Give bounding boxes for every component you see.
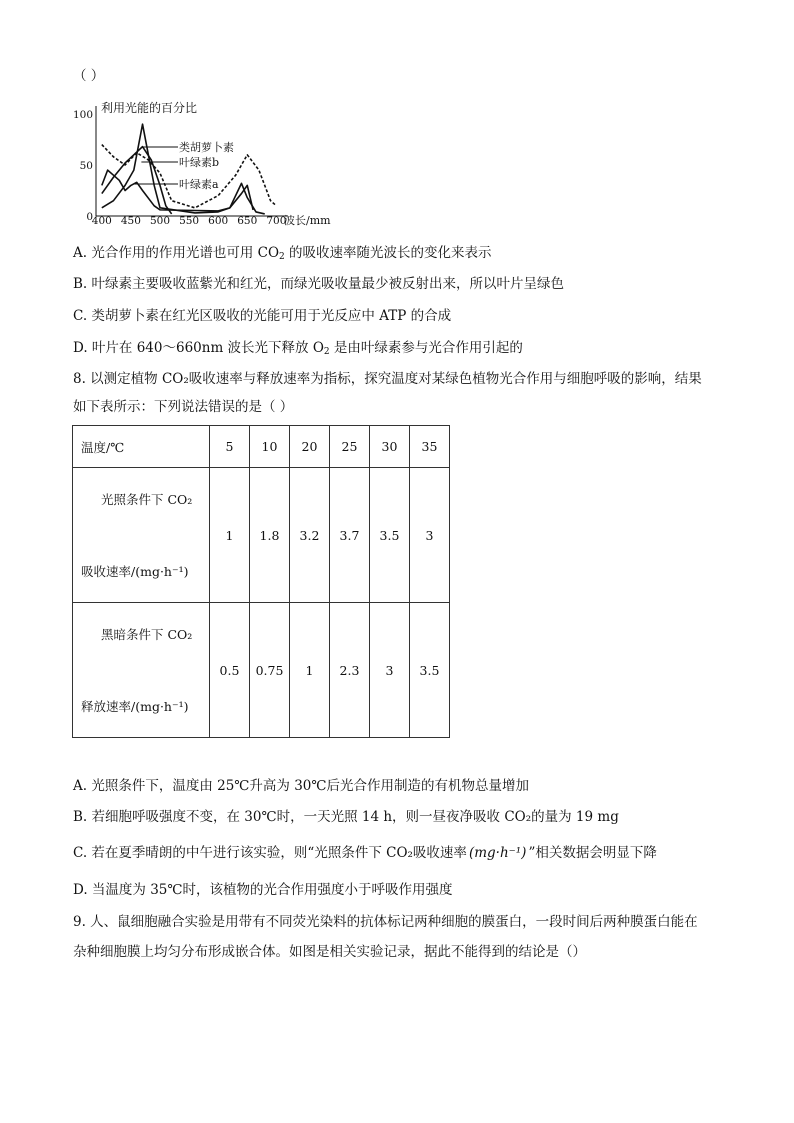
y-tick-labels: [73, 109, 93, 223]
option-b: B. 叶绿素主要吸收蓝紫光和红光，而绿光吸收量最少被反射出来，所以叶片呈绿色: [73, 276, 565, 292]
absorption-spectrum-chart: [70, 96, 350, 231]
option-d-sub: 2: [323, 347, 330, 357]
temp-cell: 20: [290, 426, 330, 468]
q8-option-c: [73, 843, 657, 863]
temp-cell: 10: [250, 426, 290, 468]
legend-label: 叶绿素b: [179, 156, 220, 169]
x-tick-labels: [92, 215, 287, 227]
row-head-light: [73, 468, 210, 603]
x-tick-label: 700: [266, 215, 287, 227]
table-cell: 3.5: [370, 468, 410, 603]
series-line-2: [102, 124, 253, 213]
option-a-sub: 2: [279, 252, 285, 262]
row-head-light-top: 光照条件下 CO₂: [101, 492, 193, 507]
q8-option-c-text: C. 若在夏季晴朗的中午进行该实验，则“光照条件下 CO₂吸收速率: [73, 845, 467, 861]
table-cell: 1.8: [250, 468, 290, 603]
answer-paren: （ ）: [73, 68, 105, 84]
series-line-3: [102, 170, 265, 214]
question-9-stem-2: 杂种细胞膜上均匀分布形成嵌合体。如图是相关实验记录，据此不能得到的结论是（）: [73, 944, 586, 960]
legend-label: 类胡萝卜素: [179, 141, 234, 154]
chart-series: [102, 124, 277, 214]
x-tick-label: 650: [237, 215, 258, 227]
option-c: C. 类胡萝卜素在红光区吸收的光能可用于光反应中 ATP 的合成: [73, 308, 452, 324]
y-tick-label: 0: [86, 211, 93, 223]
q8-option-c-rest: ”相关数据会明显下降: [528, 845, 657, 861]
q8-option-d: D. 当温度为 35℃时，该植物的光合作用强度小于呼吸作用强度: [73, 882, 453, 898]
question-8-stem-1: 8. 以测定植物 CO₂吸收速率与释放速率为指标，探究温度对某绿色植物光合作用与细胞呼吸的影响，结果: [73, 371, 702, 387]
option-a: [73, 243, 492, 267]
table-cell: 3: [370, 603, 410, 738]
option-d-rest: 是由叶绿素参与光合作用引起的: [329, 340, 523, 356]
temp-cell: 5: [210, 426, 250, 468]
chart-title: 利用光能的百分比: [101, 101, 198, 115]
question-8-stem-2: 如下表所示：下列说法错误的是（ ）: [73, 399, 294, 415]
q8-option-b: B. 若细胞呼吸强度不变，在 30℃时，一天光照 14 h，则一昼夜净吸收 CO₂的量为 19 mg: [73, 809, 619, 825]
table-cell: 3.2: [290, 468, 330, 603]
x-tick-label: 600: [208, 215, 229, 227]
table-cell: 0.5: [210, 603, 250, 738]
row-head-light-bottom: 吸收速率/(mg·h⁻¹): [81, 564, 189, 579]
temp-cell: 35: [410, 426, 450, 468]
x-tick-label: 500: [149, 215, 171, 227]
q8-option-a: A. 光照条件下，温度由 25℃升高为 30℃后光合作用制造的有机物总量增加: [73, 778, 529, 794]
temp-cell: 25: [330, 426, 370, 468]
table-row-dark: [73, 603, 450, 738]
table-cell: 3: [410, 468, 450, 603]
row-head-dark-bottom: 释放速率/(mg·h⁻¹): [81, 699, 189, 714]
x-tick-label: 550: [179, 215, 200, 227]
question-9-stem-1: 9. 人、鼠细胞融合实验是用带有不同荧光染料的抗体标记两种细胞的膜蛋白，一段时间后两种膜蛋白能在: [73, 914, 698, 930]
table-cell: 1: [210, 468, 250, 603]
table-cell: 0.75: [250, 603, 290, 738]
y-tick-label: 50: [79, 160, 93, 172]
option-d-text: D. 叶片在 640～660nm 波长光下释放 O: [73, 340, 324, 356]
temperature-co2-table: [72, 425, 450, 738]
option-d: [73, 338, 523, 362]
table-header-row: [73, 426, 450, 468]
option-a-text: A. 光合作用的作用光谱也可用 CO: [73, 245, 280, 261]
table-row-light: [73, 468, 450, 603]
table-cell: 3.5: [410, 603, 450, 738]
table-cell: 2.3: [330, 603, 370, 738]
x-tick-label: 450: [120, 215, 141, 227]
header-temperature: 温度/℃: [73, 426, 210, 468]
x-axis-label: 波长/mm: [284, 214, 331, 227]
row-head-dark-top: 黑暗条件下 CO₂: [101, 627, 193, 642]
chart-legend: [134, 140, 234, 191]
y-tick-label: 100: [72, 109, 93, 121]
x-tick-label: 400: [91, 215, 112, 227]
table-cell: 3.7: [330, 468, 370, 603]
q8-option-c-math: (mg·h⁻¹): [468, 845, 527, 861]
legend-label: 叶绿素a: [179, 178, 219, 191]
table-cell: 1: [290, 603, 330, 738]
temp-cell: 30: [370, 426, 410, 468]
row-head-dark: [73, 603, 210, 738]
option-a-rest: 的吸收速率随光波长的变化来表示: [284, 245, 492, 261]
